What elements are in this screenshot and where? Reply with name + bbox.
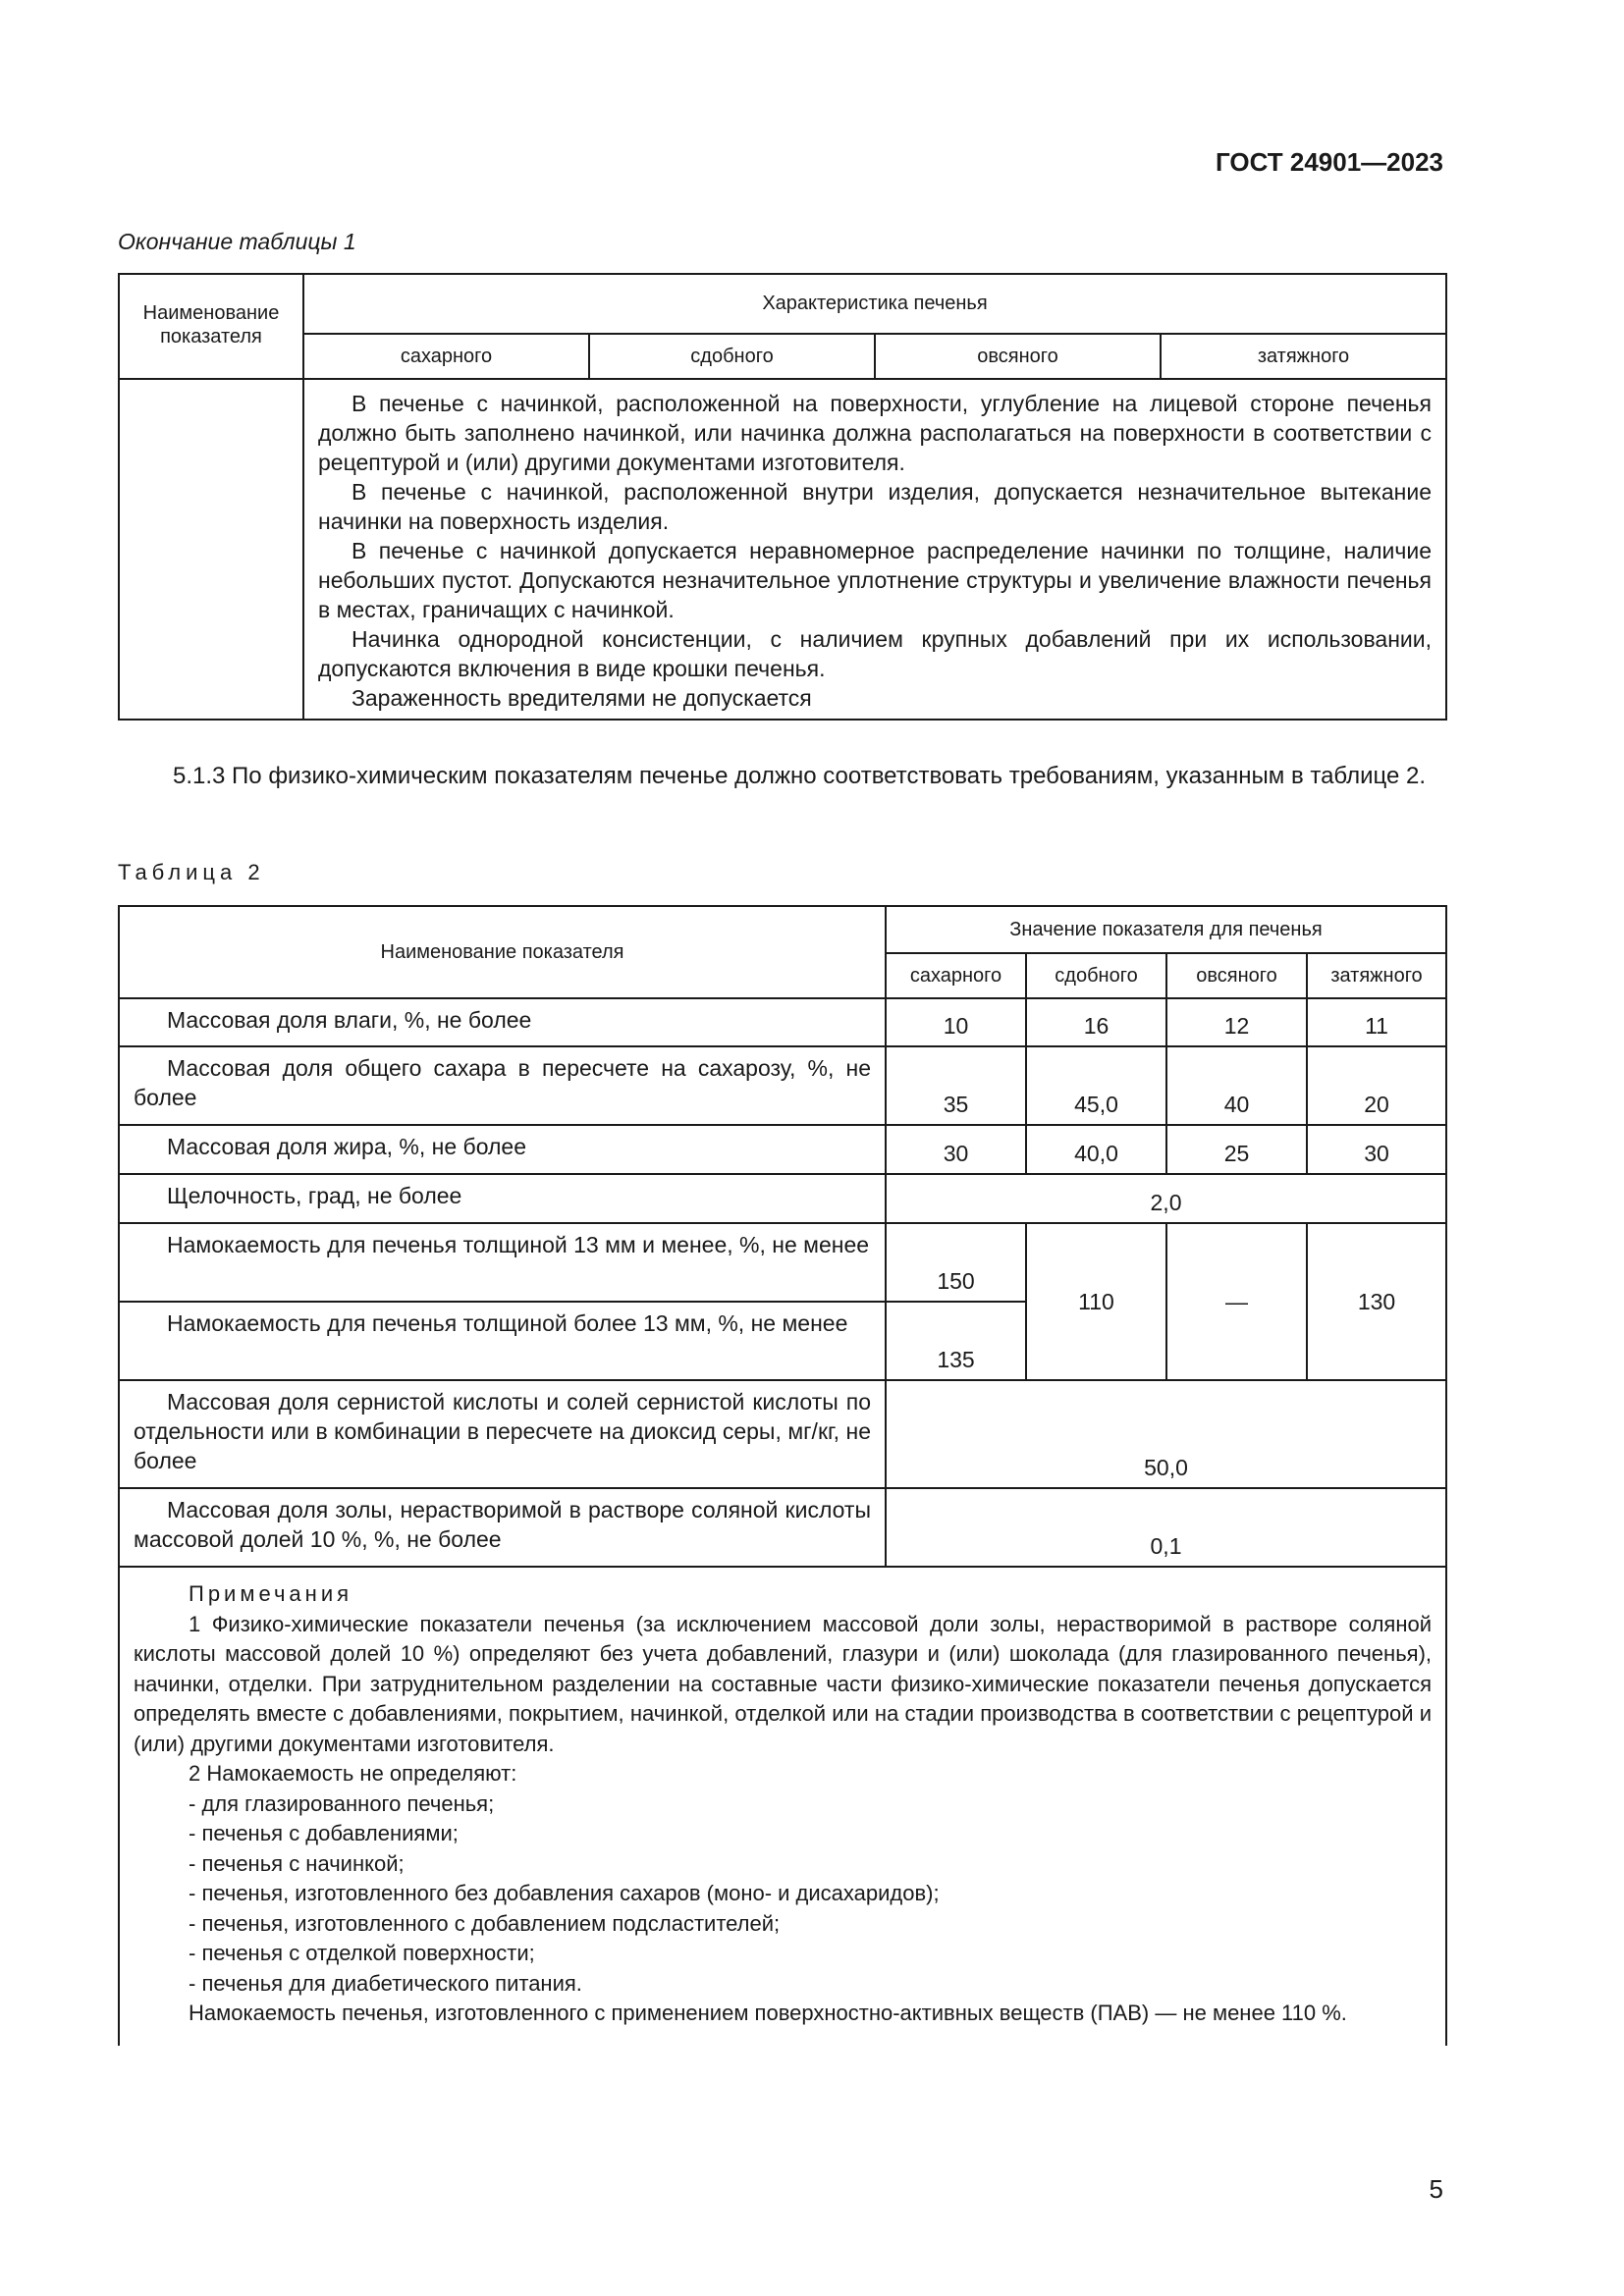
table-row xyxy=(119,998,1446,1046)
table1-empty-name-cell xyxy=(119,379,303,720)
row-name-wettability-thick: Намокаемость для печенья толщиной более 13 мм, %, не менее xyxy=(119,1302,886,1380)
cell-value: 11 xyxy=(1307,998,1446,1046)
note-final: Намокаемость печенья, изготовленного с применением поверхностно-активных веществ (ПАВ) — не менее 110 %. xyxy=(189,2001,1347,2025)
table1-paragraph: Начинка однородной консистенции, с наличием крупных добавлений при их использовании, допускаются включения в виде крошки печенья. xyxy=(318,626,1432,681)
cell-value: 40 xyxy=(1166,1046,1307,1125)
cell-value: 30 xyxy=(886,1125,1026,1174)
cell-value: 40,0 xyxy=(1026,1125,1166,1174)
table1-paragraph: В печенье с начинкой допускается неравномерное распределение начинки по толщине, наличие небольших пустот. Допускаются незначительное уплотнение структуры и увеличение влажности печенья в местах, граничащих с начинкой. xyxy=(318,538,1432,622)
note-list-item: - печенья, изготовленного без добавления сахаров (моно- и дисахаридов); xyxy=(189,1881,940,1905)
table2-col-group-header: Значение показателя для печенья xyxy=(886,906,1446,953)
note-list-item: - для глазированного печенья; xyxy=(189,1790,495,1816)
cell-value: 35 xyxy=(886,1046,1026,1125)
table-row xyxy=(119,1125,1446,1174)
cell-value: 45,0 xyxy=(1026,1046,1166,1125)
table2-notes xyxy=(119,1567,1446,2046)
table2-notes-row xyxy=(119,1567,1446,2046)
note-list-item: - печенья для диабетического питания. xyxy=(189,1970,582,1996)
note-list-item: - печенья с начинкой; xyxy=(189,1850,405,1876)
table1-sub-col: сдобного xyxy=(589,334,875,379)
cell-value: 16 xyxy=(1026,998,1166,1046)
cell-value: 150 xyxy=(886,1223,1026,1302)
cell-value: 12 xyxy=(1166,998,1307,1046)
cell-value: 0,1 xyxy=(886,1488,1446,1567)
cell-value: 50,0 xyxy=(886,1380,1446,1488)
table2-sub-col: сахарного xyxy=(886,953,1026,998)
table1-continuation-caption: Окончание таблицы 1 xyxy=(118,229,356,254)
table2-sub-col: затяжного xyxy=(1307,953,1446,998)
table2-col-name-header: Наименование показателя xyxy=(119,906,886,998)
cell-value: 110 xyxy=(1026,1223,1166,1380)
cell-value: 135 xyxy=(886,1302,1026,1380)
row-name-moisture: Массовая доля влаги, %, не более xyxy=(119,998,886,1046)
table-row xyxy=(119,1223,1446,1302)
cell-value: 2,0 xyxy=(886,1174,1446,1223)
row-name-sulfur-dioxide: Массовая доля сернистой кислоты и солей сернистой кислоты по отдельности или в комбинации в пересчете на диоксид серы, мг/кг, не более xyxy=(119,1380,886,1488)
table1-col-name-header: Наименование показателя xyxy=(119,274,303,379)
row-name-fat: Массовая доля жира, %, не более xyxy=(119,1125,886,1174)
note-2: 2 Намокаемость не определяют: xyxy=(189,1761,517,1786)
table-row xyxy=(119,1380,1446,1488)
table1-col-group-header: Характеристика печенья xyxy=(303,274,1446,334)
row-name-alkalinity: Щелочность, град, не более xyxy=(119,1174,886,1223)
cell-value: 30 xyxy=(1307,1125,1446,1174)
table-row xyxy=(119,1174,1446,1223)
cell-value: 130 xyxy=(1307,1223,1446,1380)
table1-sub-col: сахарного xyxy=(303,334,589,379)
table-row xyxy=(119,1488,1446,1567)
note-list-item: - печенья с добавлениями; xyxy=(189,1821,459,1845)
table1-paragraph: Зараженность вредителями не допускается xyxy=(352,685,812,711)
cell-value: 25 xyxy=(1166,1125,1307,1174)
table1-sub-col: овсяного xyxy=(875,334,1161,379)
cell-value: — xyxy=(1166,1223,1307,1380)
cell-value: 10 xyxy=(886,998,1026,1046)
notes-title: Примечания xyxy=(189,1581,353,1606)
section-5-1-3-paragraph: 5.1.3 По физико-химическим показателям печенье должно соответствовать требованиям, указанным в таблице 2. xyxy=(173,763,1427,789)
table1 xyxy=(118,273,1447,721)
table1-characteristics-text xyxy=(303,379,1446,720)
table2-sub-col: овсяного xyxy=(1166,953,1307,998)
note-list-item: - печенья, изготовленного с добавлением подсластителей; xyxy=(189,1910,781,1936)
table-row xyxy=(119,1046,1446,1125)
table1-paragraph: В печенье с начинкой, расположенной внутри изделия, допускается незначительное вытекание начинки на поверхность изделия. xyxy=(318,479,1432,534)
document-header: ГОСТ 24901—2023 xyxy=(1216,147,1443,177)
table1-sub-col: затяжного xyxy=(1161,334,1446,379)
page-number: 5 xyxy=(1429,2174,1443,2204)
note-list-item: - печенья с отделкой поверхности; xyxy=(189,1941,535,1965)
table1-paragraph: В печенье с начинкой, расположенной на поверхности, углубление на лицевой стороне печенья должно быть заполнено начинкой, или начинка должна располагаться на поверхности в соответствии с рецептурой и (или) другими документами изготовителя. xyxy=(318,391,1432,475)
table2-sub-col: сдобного xyxy=(1026,953,1166,998)
table2-caption: Таблица 2 xyxy=(118,860,265,884)
note-1: 1 Физико-химические показатели печенья (за исключением массовой доли золы, нерастворимой в растворе соляной кислоты массовой долей 10 %) определяют без учета добавлений, глазури и (или) шоколада (для глазированного печенья), начинки, отделки. При затруднительном разделении на составные части физико-химические показатели печенья допускается определять вместе с добавлениями, покрытием, начинкой, отделкой или на стадии производства в соответствии с рецептурой и (или) другими документами изготовителя. xyxy=(134,1611,1433,1756)
cell-value: 20 xyxy=(1307,1046,1446,1125)
table2 xyxy=(118,905,1447,2046)
row-name-sugar: Массовая доля общего сахара в пересчете на сахарозу, %, не более xyxy=(119,1046,886,1125)
row-name-wettability-thin: Намокаемость для печенья толщиной 13 мм и менее, %, не менее xyxy=(119,1223,886,1302)
row-name-ash: Массовая доля золы, нерастворимой в растворе соляной кислоты массовой долей 10 %, %, не более xyxy=(119,1488,886,1567)
